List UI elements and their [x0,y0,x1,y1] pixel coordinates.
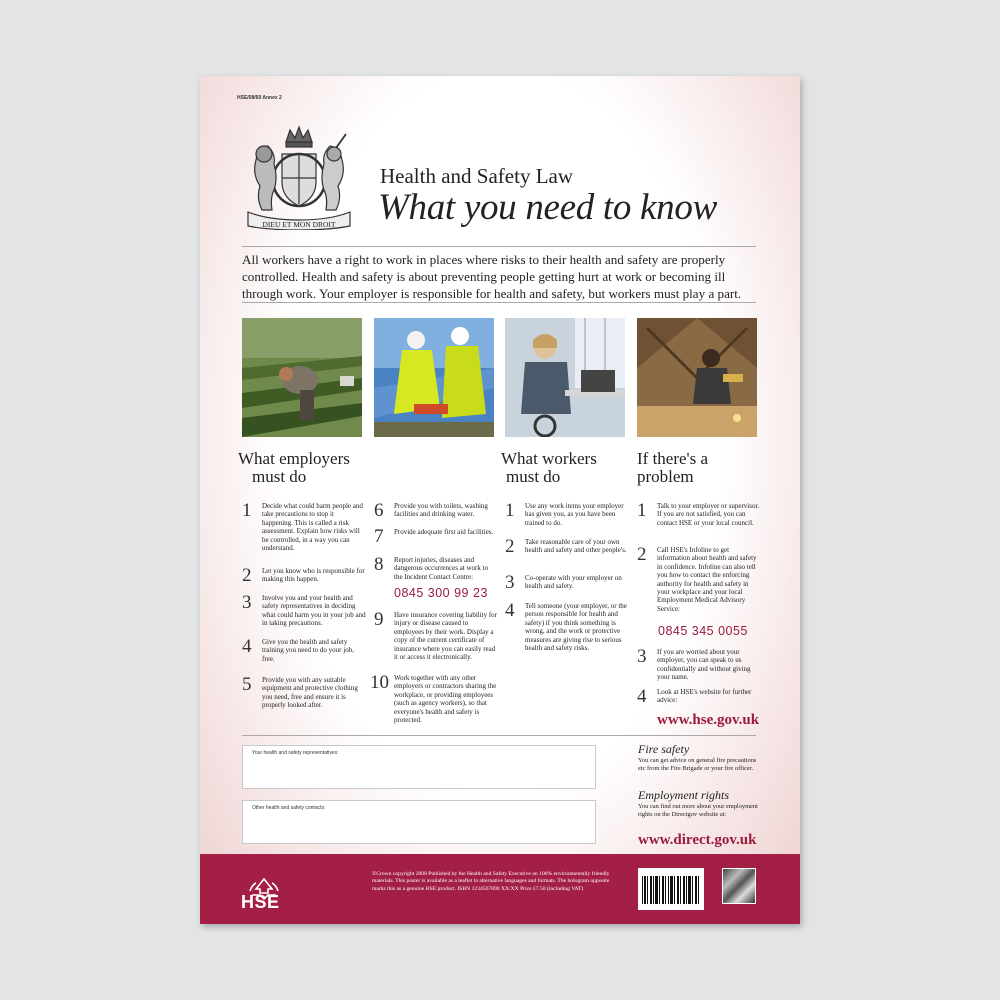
divider [242,735,756,736]
problem-item: 1 Talk to your employer or supervisor. If you are not satisfied, you can contact HSE or your local council. [637,500,760,527]
hse-website-link[interactable]: www.hse.gov.uk [657,712,760,728]
heading-problem: If there's a problem [637,449,709,486]
employer-item: 5 Provide you with any suitable equipment and protective clothing you need, free and ensure it is properly looked after. [242,674,358,710]
problem-item: 3 If you are worried about your employer, you can speak to us confidentially and without giving your name. [637,646,751,682]
problem-item: 2 Call HSE's Infoline to get information about health and safety in confidence. Infoline can also tell you how to contact the enforcing authority for health and safety in your workplace and your local Employment Medical Advisory Service: [637,544,757,613]
heading-workers: What workers must do [501,449,597,486]
employer-item: 7 Provide adequate first aid facilities. [374,526,494,547]
photo-field-worker [242,318,362,437]
employer-item: 2 Let you know who is responsible for making this happen. [242,565,365,586]
fire-safety-text: You can get advice on general fire precautions etc from the Fire Brigade or your fire officer. [638,757,757,772]
worker-item: 1 Use any work items your employer has given you, as you have been trained to do. [505,500,624,527]
employer-item: 1 Decide what could harm people and take precautions to stop it happening. This is called a risk assessment. Explain how risks will be controlled, in a way you can understand. [242,500,363,553]
employer-item: 6 Provide you with toilets, washing facilities and drinking water. [374,500,488,521]
royal-coat-of-arms-icon [238,124,360,230]
employer-item: 3 Involve you and your health and safety representatives in deciding what could harm you in your job and in taking precautions. [242,592,366,628]
incident-phone: 0845 300 99 23 [394,586,488,600]
title-line-1: Health and Safety Law [380,164,574,188]
poster [200,76,800,924]
photo-loft-worker [637,318,757,437]
heading-employers: What employers must do [238,449,350,486]
reps-box[interactable] [242,745,596,789]
employer-item: 8 Report injuries, diseases and dangerous occurrences at work to the Incident Contact Centre: [374,554,489,581]
worker-item: 3 Co-operate with your employer on health and safety. [505,572,622,593]
intro-paragraph: All workers have a right to work in places where risks to their health and safety are properly controlled. Health and safety is about preventing people getting hurt at work or becoming ill through work. Your employer is responsible for health and safety, but workers must play a part. [242,252,742,301]
divider [242,246,756,247]
employer-item: 10 Work together with any other employers or contractors sharing the workplace, or providing employees (such as agency workers), so that everyone's health and safety is protected. [370,672,497,725]
photo-construction-workers [374,318,494,437]
employer-item: 9 Have insurance covering liability for injury or disease caused to employees by their work. Display a copy of the current certificate of insurance where you can easily read it or access it electronically. [374,609,498,662]
photo-office-worker [505,318,625,437]
contacts-label: Other health and safety contacts: [252,805,326,811]
divider [242,302,756,303]
contacts-box[interactable] [242,800,596,844]
infoline-phone: 0845 345 0055 [658,624,748,638]
hologram-icon [722,868,756,904]
motto-text: DIEU ET MON DROIT [262,220,336,229]
employment-rights-text: You can find out more about your employment rights on the Directgov website at: [638,803,758,818]
hse-logo-text: HSE [241,892,280,912]
reference-code: HSE/08/69 Annex 2 [237,95,282,101]
legal-text: ©Crown copyright 2008 Published by the Health and Safety Executive on 100% environmentally friendly materials. This poster is available as a leaflet in alternative languages and formats. The hologram opposite marks this as a genuine HSE product. ISBN 1234567890 XX/XX Price £7.50 (including VAT) [372,871,610,892]
employment-rights-heading: Employment rights [638,788,729,802]
footer [200,854,800,924]
reps-label: Your health and safety representatives: [252,750,339,756]
title-line-2: What you need to know [378,187,717,228]
problem-item: 4 Look at HSE's website for further advice: [637,686,752,707]
barcode-icon [638,868,704,910]
worker-item: 2 Take reasonable care of your own health and safety and other people's. [505,536,627,557]
worker-item: 4 Tell someone (your employer, or the person responsible for health and safety) if you think something is wrong, and the work or protective measures are giving rise to serious health and safety risks. [505,600,627,653]
fire-safety-heading: Fire safety [638,742,690,756]
directgov-website-link[interactable]: www.direct.gov.uk [638,832,757,848]
employer-item: 4 Give you the health and safety training you need to do your job, free. [242,636,354,663]
